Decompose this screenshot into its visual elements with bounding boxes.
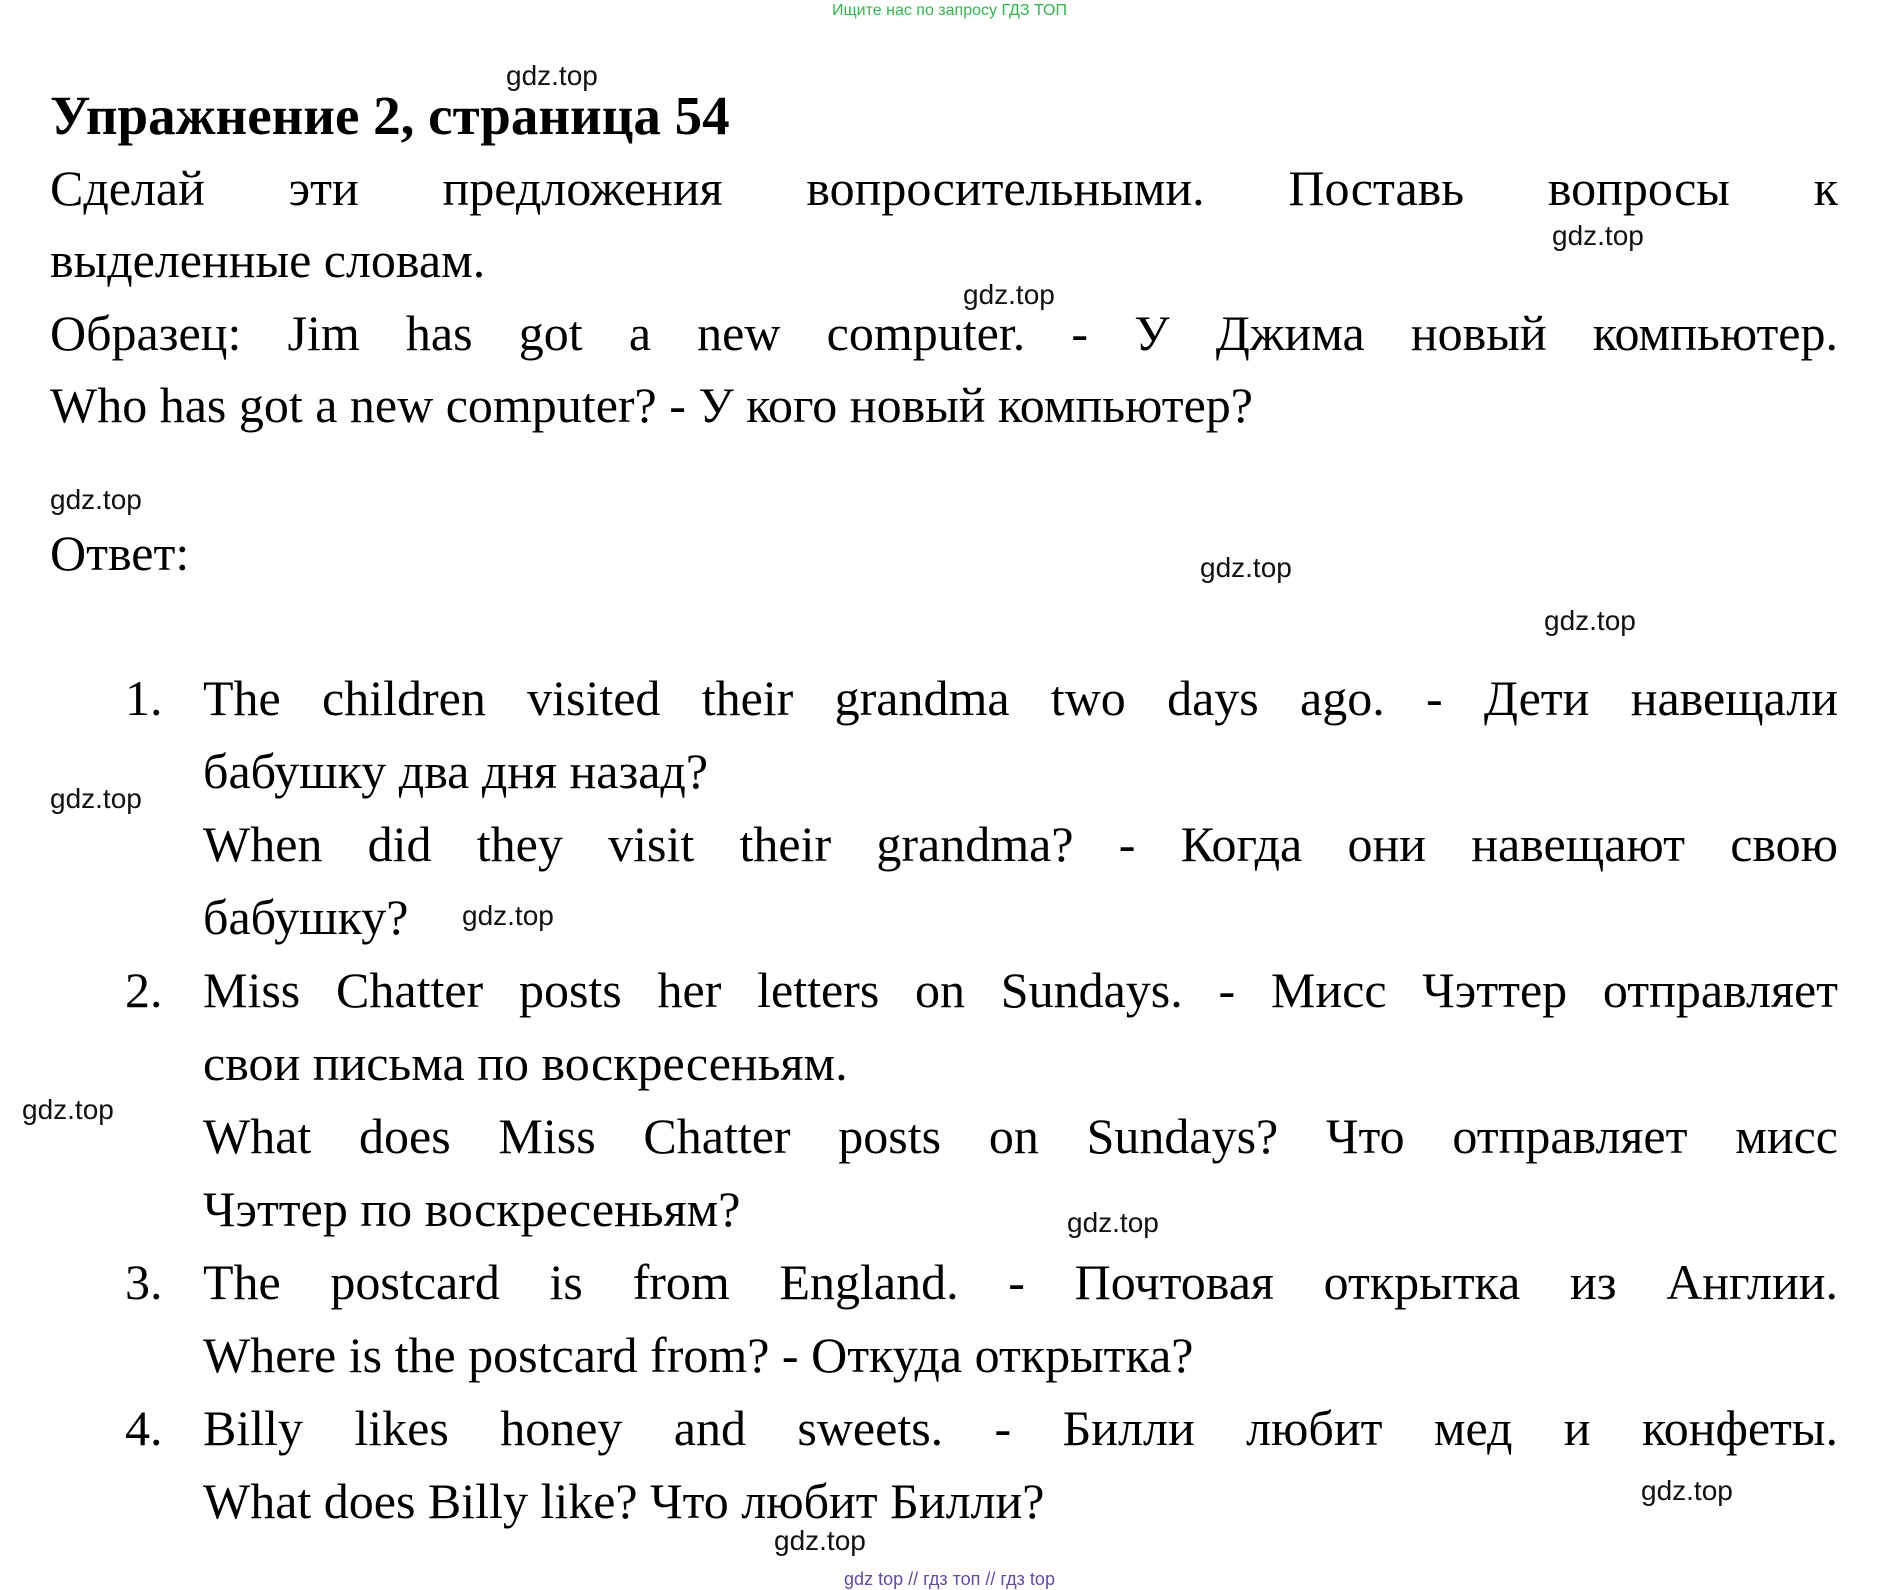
instruction-line: выделенные словам. [50,232,486,288]
watermark: gdz.top [1200,552,1292,583]
answer-line: What does Billy like? Что любит Билли? [203,1473,1045,1529]
answer-line: бабушку два дня назад? [203,743,709,799]
answer-line: Чэттер по воскресеньям? [203,1181,741,1237]
answer-line: The children visited their grandma two days ago. - Дети навещали [203,670,1838,726]
answer-line: Miss Chatter posts her letters on Sundays. - Мисс Чэттер отправляет [203,962,1838,1018]
answer-line: When did they visit their grandma? - Когда они навещают свою [203,816,1838,872]
answer-line: Where is the postcard from? - Откуда открытка? [203,1327,1194,1383]
watermark: gdz.top [1552,220,1644,251]
answer-number: 1. [125,670,163,726]
answer-number: 2. [125,962,163,1018]
watermark: gdz.top [462,900,554,931]
answer-line: свои письма по воскресеньям. [203,1035,848,1091]
example-line: Образец: Jim has got a new computer. - У Джима новый компьютер. [50,305,1838,361]
top-banner-link[interactable]: Ищите нас по запросу ГДЗ ТОП [832,2,1067,19]
watermark: gdz.top [1544,605,1636,636]
watermark: gdz.top [1067,1207,1159,1238]
answer-line: бабушку? [203,889,409,945]
answer-line: The postcard is from England. - Почтовая открытка из Англии. [203,1254,1838,1310]
answer-number: 3. [125,1254,163,1310]
watermark: gdz.top [1641,1475,1733,1506]
example-line: Who has got a new computer? - У кого новый компьютер? [50,377,1253,433]
watermark: gdz.top [774,1525,866,1556]
watermark: gdz.top [22,1094,114,1125]
watermark: gdz.top [50,783,142,814]
watermark: gdz.top [963,279,1055,310]
answer-label: Ответ: [50,525,190,581]
page-title: Упражнение 2, страница 54 [50,85,730,146]
answer-number: 4. [125,1400,163,1456]
footer-watermark: gdz top // гдз топ // гдз top [844,1569,1055,1589]
watermark: gdz.top [50,484,142,515]
instruction-line: Сделай эти предложения вопросительными. Поставь вопросы к [50,160,1838,216]
answer-line: Billy likes honey and sweets. - Билли любит мед и конфеты. [203,1400,1838,1456]
answer-line: What does Miss Chatter posts on Sundays? Что отправляет мисс [203,1108,1838,1164]
watermark: gdz.top [506,60,598,91]
